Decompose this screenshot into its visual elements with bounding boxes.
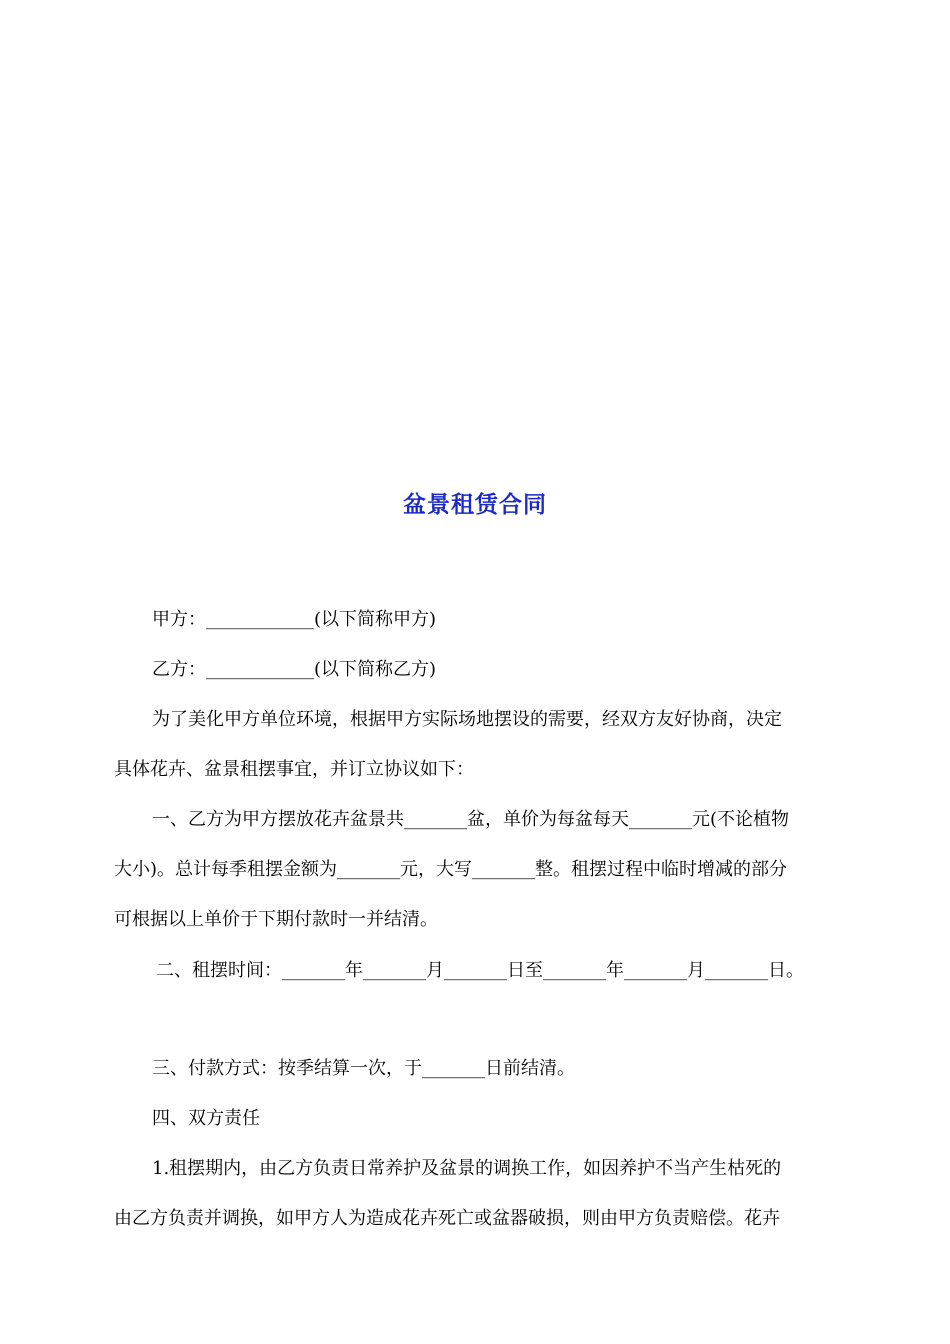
clause-4-heading: 四、双方责任 [152, 1108, 260, 1129]
document-title: 盆景租赁合同 [403, 491, 547, 518]
clause-4-1-line-2: 由乙方负责并调换，如甲方人为造成花卉死亡或盆器破损，则由甲方负责赔偿。花卉 [114, 1208, 780, 1229]
preamble-line-1: 为了美化甲方单位环境，根据甲方实际场地摆设的需要，经双方友好协商，决定 [152, 709, 782, 730]
clause-1-line-2: 大小)。总计每季租摆金额为_______元，大写_______整。租摆过程中临时增减的部分 [114, 859, 788, 880]
preamble-line-2: 具体花卉、盆景租摆事宜，并订立协议如下： [114, 759, 474, 780]
clause-1-line-3: 可根据以上单价于下期付款时一并结清。 [114, 909, 438, 930]
clause-3-line: 三、付款方式：按季结算一次，于_______日前结清。 [152, 1058, 575, 1079]
clause-2-line: 二、租摆时间：_______年_______月_______日至_______年_______月_______日。 [156, 960, 804, 981]
clause-1-line-1: 一、乙方为甲方摆放花卉盆景共_______盆，单价为每盆每天_______元(不论植物 [152, 809, 790, 830]
party-b-line: 乙方：____________(以下简称乙方) [152, 659, 437, 680]
clause-4-1-line-1: 1.租摆期内，由乙方负责日常养护及盆景的调换工作，如因养护不当产生枯死的 [152, 1158, 782, 1179]
party-a-line: 甲方：____________(以下简称甲方) [152, 609, 437, 630]
